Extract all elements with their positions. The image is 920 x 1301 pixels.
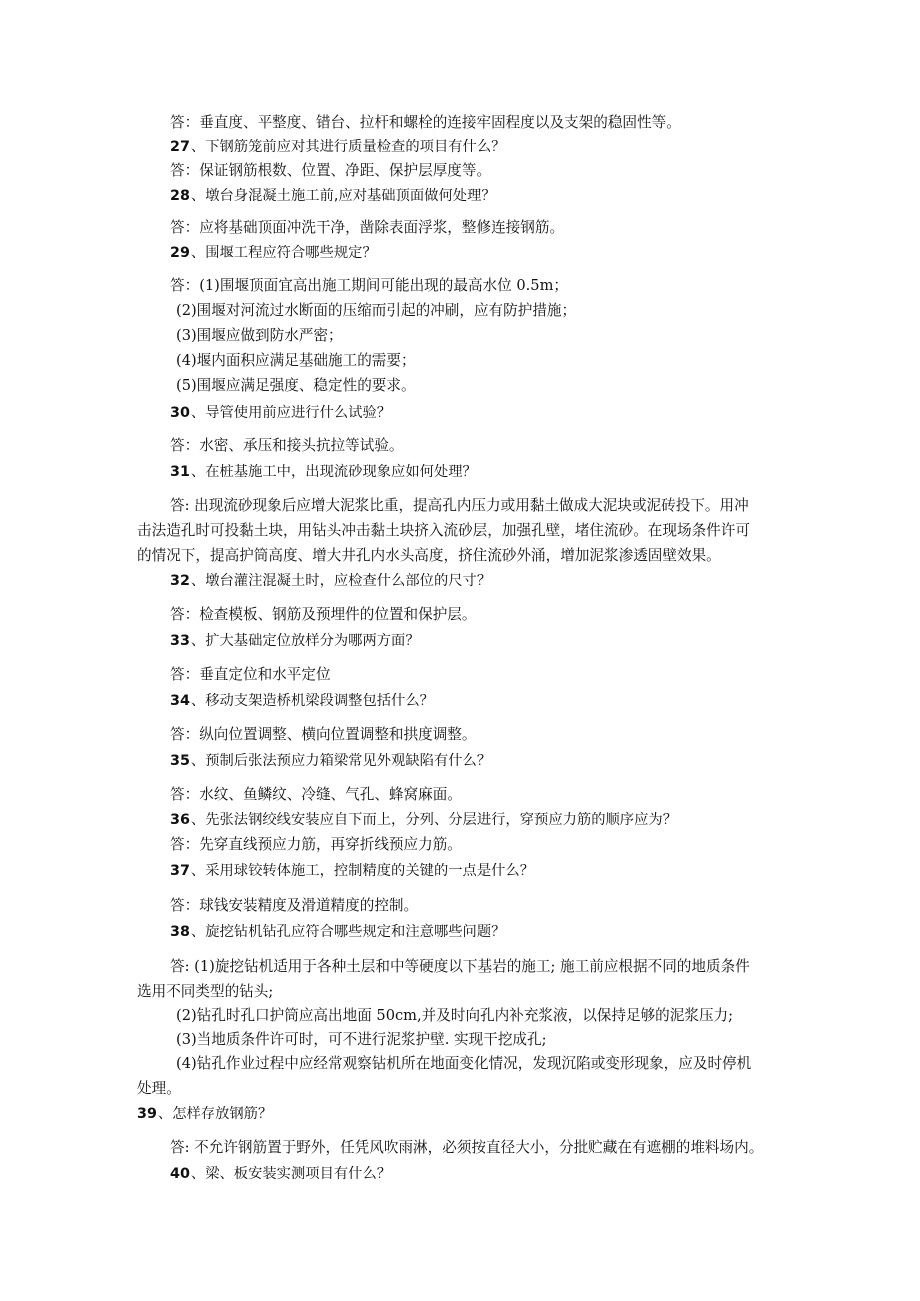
answer-38-line-3: (2)钻孔时孔口护筒应高出地面 50cm,并及时向孔内补充浆液，以保持足够的泥浆压力; bbox=[176, 1007, 734, 1024]
answer-38-line-6: 处理。 bbox=[137, 1080, 181, 1097]
question-text: 、旋挖钻机钻孔应符合哪些规定和注意哪些问题？ bbox=[190, 924, 506, 940]
answer-29-line-5: (5)围堰应满足强度、稳定性的要求。 bbox=[176, 377, 416, 394]
answer-37: 答：球钱安装精度及滑道精度的控制。 bbox=[170, 897, 419, 914]
question-text: 、先张法钢绞线安装应自下而上，分列、分层进行，穿预应力筋的顺序应为？ bbox=[190, 812, 677, 828]
answer-38-line-1: 答: (1)旋挖钻机适用于各种土层和中等硬度以下基岩的施工; 施工前应根据不同的地质条件 bbox=[170, 958, 750, 975]
question-37 bbox=[170, 862, 534, 880]
question-text: 、导管使用前应进行什么试验？ bbox=[190, 405, 392, 421]
question-number: 31 bbox=[170, 464, 190, 480]
question-30 bbox=[170, 404, 391, 422]
question-number: 33 bbox=[170, 633, 190, 649]
answer-30: 答：水密、承压和接头抗拉等试验。 bbox=[170, 437, 404, 454]
answer-38-line-2: 选用不同类型的钻头; bbox=[137, 983, 274, 1000]
answer-28: 答：应将基础顶面冲洗干净，凿除表面浮浆，整修连接钢筋。 bbox=[170, 219, 565, 236]
answer-26: 答：垂直度、平整度、错台、拉杆和螺栓的连接牢固程度以及支架的稳固性等。 bbox=[170, 114, 681, 131]
question-text: 、移动支架造桥机梁段调整包括什么？ bbox=[190, 693, 434, 709]
question-28 bbox=[170, 187, 496, 205]
question-number: 32 bbox=[170, 573, 190, 589]
answer-29-line-2: (2)围堰对河流过水断面的压缩而引起的冲刷，应有防护措施； bbox=[176, 302, 577, 319]
question-number: 29 bbox=[170, 245, 190, 261]
answer-31-line-2: 击法造孔时可投黏土块，用钻头冲击黏土块挤入流砂层，加强孔壁，堵住流砂。在现场条件许可 bbox=[137, 522, 750, 539]
question-27 bbox=[170, 138, 505, 156]
question-number: 28 bbox=[170, 188, 190, 204]
question-text: 、在桩基施工中，出现流砂现象应如何处理？ bbox=[190, 464, 477, 480]
answer-32: 答：检查模板、钢筋及预埋件的位置和保护层。 bbox=[170, 606, 477, 623]
question-number: 37 bbox=[170, 863, 190, 879]
question-32 bbox=[170, 572, 491, 590]
question-number: 35 bbox=[170, 753, 190, 769]
answer-31-line-3: 的情况下，提高护筒高度、增大井孔内水头高度，挤住流砂外涌，增加泥浆渗透固壁效果。 bbox=[137, 547, 721, 564]
answer-33: 答：垂直定位和水平定位 bbox=[170, 666, 331, 683]
answer-29-line-1: 答：(1)围堰顶面宜高出施工期间可能出现的最高水位 0.5m； bbox=[170, 277, 569, 294]
answer-39: 答: 不允许钢筋置于野外，任凭风吹雨淋，必须按直径大小，分批贮藏在有遮棚的堆料场内。 bbox=[170, 1139, 764, 1156]
question-39 bbox=[137, 1105, 272, 1123]
question-text: 、预制后张法预应力箱梁常见外观缺陷有什么？ bbox=[190, 753, 492, 769]
question-number: 40 bbox=[170, 1166, 190, 1182]
question-text: 、围堰工程应符合哪些规定？ bbox=[190, 245, 377, 261]
answer-35: 答：水纹、鱼鳞纹、冷缝、气孔、蜂窝麻面。 bbox=[170, 786, 462, 803]
question-number: 34 bbox=[170, 693, 190, 709]
question-number: 30 bbox=[170, 405, 190, 421]
question-34 bbox=[170, 692, 434, 710]
answer-34: 答：纵向位置调整、横向位置调整和拱度调整。 bbox=[170, 726, 477, 743]
question-number: 39 bbox=[137, 1106, 157, 1122]
question-33 bbox=[170, 632, 420, 650]
answer-31-line-1: 答: 出现流砂现象后应增大泥浆比重，提高孔内压力或用黏土做成大泥块或泥砖投下。用冲 bbox=[170, 497, 749, 514]
question-text: 、墩台灌注混凝土时，应检查什么部位的尺寸？ bbox=[190, 573, 492, 589]
question-38 bbox=[170, 923, 505, 941]
question-text: 、怎样存放钢筋？ bbox=[157, 1106, 273, 1122]
question-number: 27 bbox=[170, 139, 190, 155]
question-number: 36 bbox=[170, 812, 190, 828]
question-29 bbox=[170, 244, 377, 262]
answer-38-line-5: (4)钻孔作业过程中应经常观察钻机所在地面变化情况，发现沉陷或变形现象，应及时停机 bbox=[176, 1055, 752, 1072]
answer-27: 答：保证钢筋根数、位置、净距、保护层厚度等。 bbox=[170, 162, 492, 179]
question-text: 、扩大基础定位放样分为哪两方面？ bbox=[190, 633, 420, 649]
answer-36: 答：先穿直线预应力筋，再穿折线预应力筋。 bbox=[170, 836, 462, 853]
question-text: 、下钢筋笼前应对其进行质量检查的项目有什么？ bbox=[190, 139, 506, 155]
question-text: 、梁、板安装实测项目有什么？ bbox=[190, 1166, 392, 1182]
answer-38-line-4: (3)当地质条件许可时，可不进行泥浆护壁. 实现干挖成孔; bbox=[176, 1031, 547, 1048]
question-31 bbox=[170, 463, 477, 481]
question-text: 、墩台身混凝土施工前,应对基础顶面做何处理？ bbox=[190, 188, 496, 204]
question-number: 38 bbox=[170, 924, 190, 940]
question-text: 、采用球铰转体施工，控制精度的关键的一点是什么？ bbox=[190, 863, 535, 879]
question-36 bbox=[170, 811, 677, 829]
question-35 bbox=[170, 752, 491, 770]
question-40 bbox=[170, 1165, 391, 1183]
answer-29-line-3: (3)围堰应做到防水严密； bbox=[176, 327, 343, 344]
answer-29-line-4: (4)堰内面积应满足基础施工的需要； bbox=[176, 352, 416, 369]
